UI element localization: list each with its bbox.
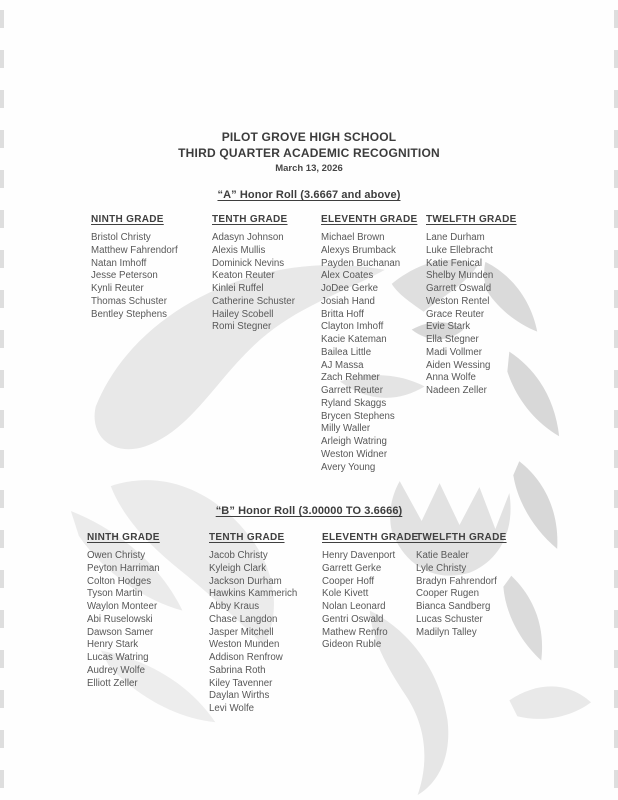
student-name: Jasper Mitchell xyxy=(209,626,274,638)
student-name: Katie Bealer xyxy=(416,550,469,561)
student-name: Alexis Mullis xyxy=(212,244,266,256)
student-name: Chase Langdon xyxy=(209,613,278,625)
student-name: Lucas Watring xyxy=(87,652,149,663)
student-name: Weston Munden xyxy=(209,639,280,651)
document-date: March 13, 2026 xyxy=(275,163,343,174)
student-name: AJ Massa xyxy=(321,359,364,371)
a-honor-roll-heading: “A” Honor Roll (3.6667 and above) xyxy=(217,189,401,201)
document-header xyxy=(0,130,618,174)
student-name: Tyson Martin xyxy=(87,588,143,600)
student-name: Garrett Oswald xyxy=(426,283,492,294)
student-name: Owen Christy xyxy=(87,550,146,561)
student-name: Weston Rentel xyxy=(426,295,490,307)
grade-header: TWELFTH GRADE xyxy=(416,532,507,543)
student-name: Katie Fenical xyxy=(426,257,483,269)
student-name: Catherine Schuster xyxy=(212,295,295,307)
student-name: Avery Young xyxy=(321,461,376,473)
student-name: Cooper Hoff xyxy=(322,575,375,587)
grade-column xyxy=(209,531,327,716)
student-name: Ryland Skaggs xyxy=(321,397,387,409)
grade-header: TWELFTH GRADE xyxy=(426,214,517,225)
school-name: PILOT GROVE HIGH SCHOOL xyxy=(221,130,397,144)
a-honor-roll-section xyxy=(0,189,618,503)
student-name: Lane Durham xyxy=(426,232,485,243)
grade-header: TENTH GRADE xyxy=(209,532,285,543)
b-honor-roll-section xyxy=(0,505,618,721)
student-name: Evie Stark xyxy=(426,321,471,333)
student-name: Dominick Nevins xyxy=(212,257,285,269)
student-name: Brycen Stephens xyxy=(321,410,395,422)
grade-header: ELEVENTH GRADE xyxy=(322,532,419,543)
grade-column xyxy=(426,213,544,398)
student-name: Addison Renfrow xyxy=(209,652,283,663)
scan-edge-marks-left xyxy=(0,0,4,800)
student-name: Michael Brown xyxy=(321,232,385,243)
student-name: Elliott Zeller xyxy=(87,677,138,689)
student-name: Lucas Schuster xyxy=(416,613,483,625)
student-name: Luke Ellebracht xyxy=(426,244,493,256)
a-honor-roll-columns xyxy=(0,213,618,503)
student-name: Milly Waller xyxy=(321,423,371,435)
student-name: Jacob Christy xyxy=(209,550,268,561)
student-name: Hailey Scobell xyxy=(212,308,274,320)
student-name: Thomas Schuster xyxy=(91,295,167,307)
student-name: Jesse Peterson xyxy=(91,270,158,282)
student-name: Kynli Reuter xyxy=(91,283,144,294)
student-name: Gentri Oswald xyxy=(322,613,384,625)
grade-header: TENTH GRADE xyxy=(212,214,288,225)
student-name: Abby Kraus xyxy=(209,601,260,612)
student-name: Madi Vollmer xyxy=(426,346,482,358)
student-name: Kinlei Ruffel xyxy=(212,283,264,294)
grade-column xyxy=(87,531,205,690)
grade-column xyxy=(321,213,439,474)
b-honor-roll-columns xyxy=(0,531,618,721)
student-name: Shelby Munden xyxy=(426,270,494,282)
student-name: Anna Wolfe xyxy=(426,372,476,384)
student-name: Lyle Christy xyxy=(416,562,467,574)
student-name: Mathew Renfro xyxy=(322,626,388,638)
student-name: Kacie Kateman xyxy=(321,334,387,345)
document-title: THIRD QUARTER ACADEMIC RECOGNITION xyxy=(178,145,440,160)
student-name: Bristol Christy xyxy=(91,232,151,243)
student-name: Henry Stark xyxy=(87,639,139,651)
grade-header: NINTH GRADE xyxy=(87,532,160,543)
student-name: Bradyn Fahrendorf xyxy=(416,575,497,587)
student-name: Grace Reuter xyxy=(426,308,485,320)
student-name: Matthew Fahrendorf xyxy=(91,244,178,256)
student-name: Payden Buchanan xyxy=(321,257,401,269)
student-name: Britta Hoff xyxy=(321,308,364,320)
student-name: Arleigh Watring xyxy=(321,436,387,447)
student-name: Bianca Sandberg xyxy=(416,601,491,612)
student-name: Jackson Durham xyxy=(209,575,282,587)
student-name: Colton Hodges xyxy=(87,575,152,587)
student-name: Bentley Stephens xyxy=(91,308,167,320)
student-name: Aiden Wessing xyxy=(426,359,491,371)
student-name: Daylan Wirths xyxy=(209,690,270,702)
student-name: Nolan Leonard xyxy=(322,601,386,612)
student-name: Audrey Wolfe xyxy=(87,664,145,676)
student-name: Kole Kivett xyxy=(322,588,369,600)
student-name: Kiley Tavenner xyxy=(209,677,273,689)
student-name: Nadeen Zeller xyxy=(426,385,487,396)
student-name: Henry Davenport xyxy=(322,550,396,561)
student-name: Garrett Reuter xyxy=(321,385,383,396)
student-name: Cooper Rugen xyxy=(416,588,480,600)
student-name: Alex Coates xyxy=(321,270,374,282)
student-name: Waylon Monteer xyxy=(87,601,158,612)
student-name: Romi Stegner xyxy=(212,321,272,333)
student-name: Levi Wolfe xyxy=(209,703,255,714)
student-name: Kyleigh Clark xyxy=(209,562,267,574)
grade-column xyxy=(416,531,534,639)
b-honor-roll-heading: “B” Honor Roll (3.00000 TO 3.6666) xyxy=(215,505,403,517)
grade-header: ELEVENTH GRADE xyxy=(321,214,418,225)
student-name: Clayton Imhoff xyxy=(321,321,384,333)
student-name: Natan Imhoff xyxy=(91,257,147,269)
student-name: Abi Ruselowski xyxy=(87,613,153,625)
student-name: Keaton Reuter xyxy=(212,270,275,282)
student-name: Alexys Brumback xyxy=(321,244,396,256)
student-name: Hawkins Kammerich xyxy=(209,588,298,600)
student-name: Sabrina Roth xyxy=(209,664,266,676)
student-name: Dawson Samer xyxy=(87,626,154,638)
student-name: Ella Stegner xyxy=(426,334,479,345)
grade-column xyxy=(212,213,330,334)
student-name: Adasyn Johnson xyxy=(212,232,284,243)
student-name: Garrett Gerke xyxy=(322,562,382,574)
student-name: JoDee Gerke xyxy=(321,283,379,294)
student-name: Gideon Ruble xyxy=(322,639,382,651)
grade-header: NINTH GRADE xyxy=(91,214,164,225)
student-name: Zach Rehmer xyxy=(321,372,380,384)
student-name: Bailea Little xyxy=(321,346,372,358)
student-name: Josiah Hand xyxy=(321,295,375,307)
student-name: Peyton Harriman xyxy=(87,562,160,574)
scan-edge-marks-right xyxy=(614,0,618,800)
student-name: Madilyn Talley xyxy=(416,626,477,638)
grade-column xyxy=(91,213,209,321)
student-name: Weston Widner xyxy=(321,448,388,460)
